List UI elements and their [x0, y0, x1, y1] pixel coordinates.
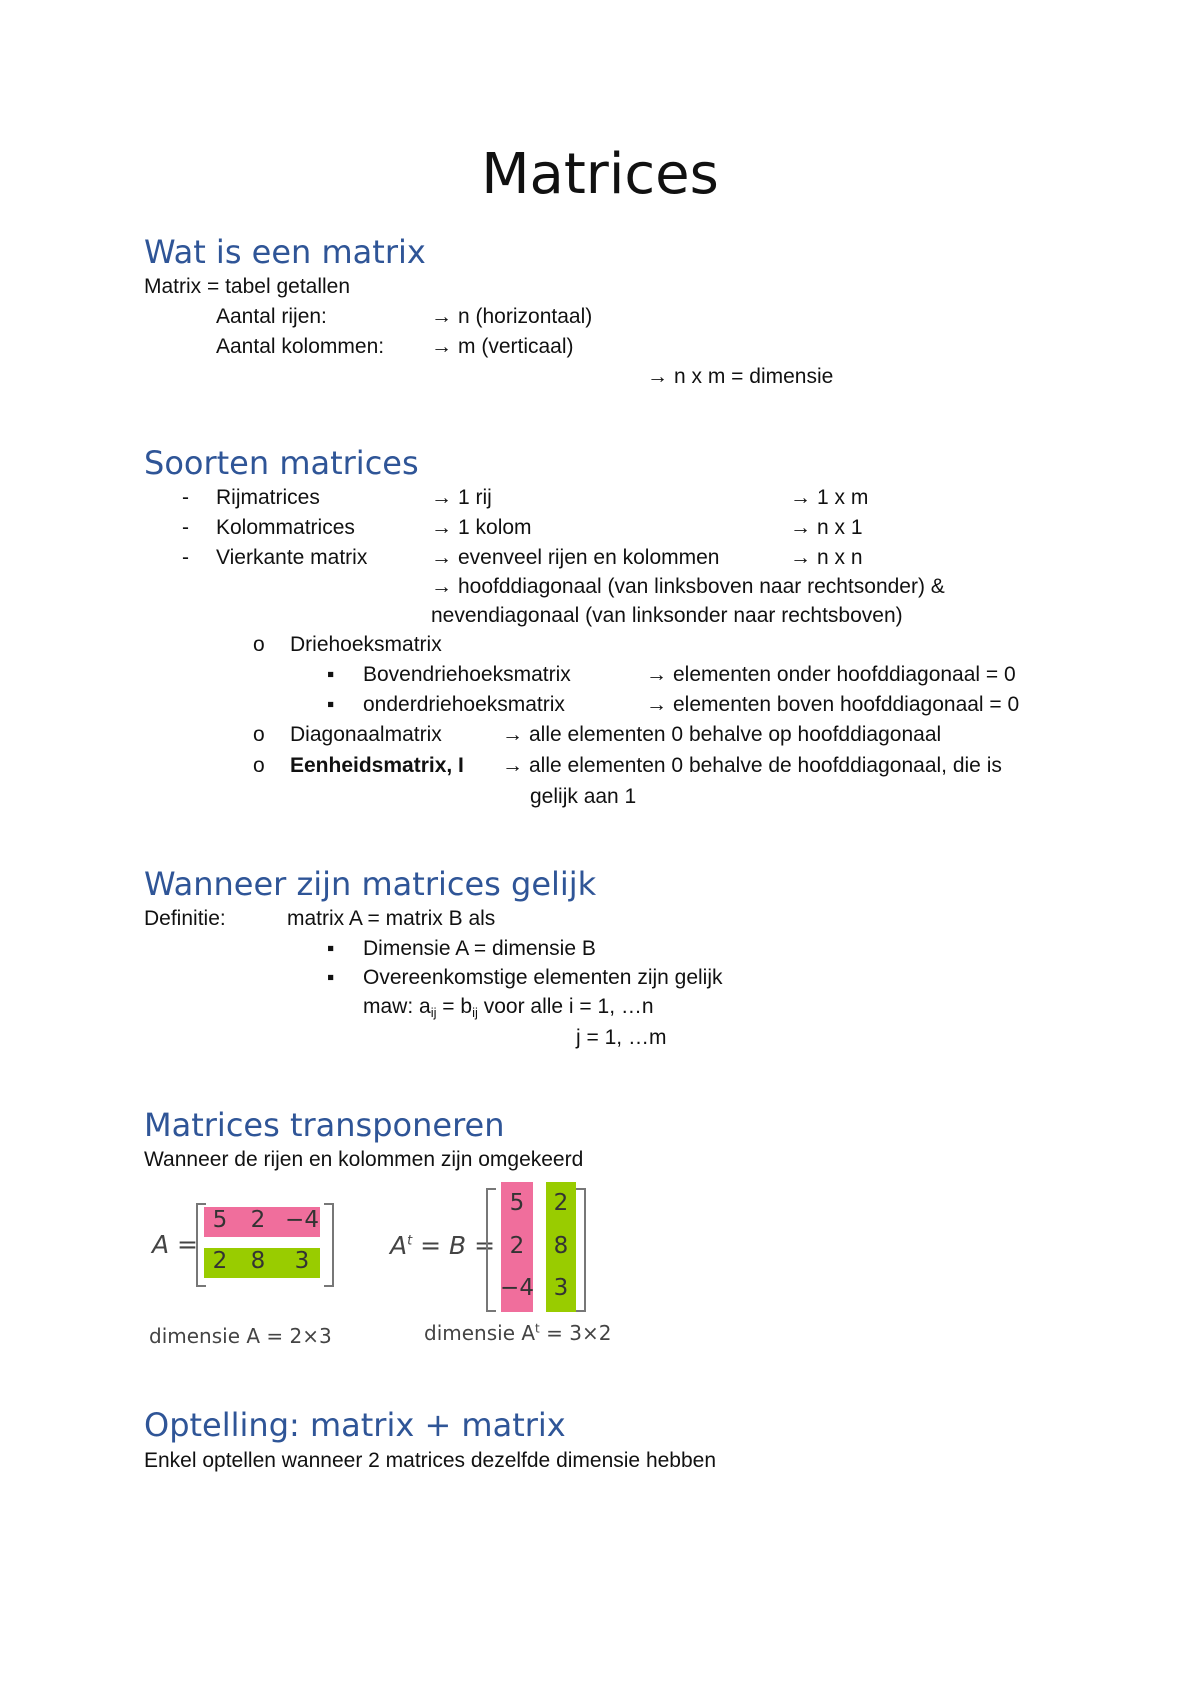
matrix-cell: 2 — [250, 1207, 266, 1233]
right-bracket — [576, 1188, 586, 1312]
item-desc: → evenveel rijen en kolommen — [431, 546, 720, 569]
j-range: j = 1, …m — [576, 1026, 667, 1049]
dimension-note: → n x m = dimensie — [647, 365, 834, 388]
item-dim: → n x n — [790, 546, 863, 569]
matrix-definition: Matrix = tabel getallen — [144, 275, 351, 298]
onder-desc: → elementen boven hoofddiagonaal = 0 — [646, 693, 1020, 716]
arrow-icon: → — [431, 486, 452, 509]
matrix-cell: 8 — [250, 1248, 266, 1274]
arrow-icon: → — [431, 516, 452, 539]
definition-text: matrix A = matrix B als — [287, 907, 496, 930]
rows-value: → n (horizontaal) — [431, 305, 593, 328]
cols-label: Aantal kolommen: — [216, 335, 385, 358]
circle-marker: o — [253, 633, 265, 656]
matrix-cell: 2 — [509, 1233, 525, 1259]
matrix-a — [196, 1203, 334, 1287]
item-desc: → 1 kolom — [431, 516, 532, 539]
arrow-icon: → — [646, 693, 667, 716]
rows-label: Aantal rijen: — [216, 305, 327, 328]
arrow-icon: → — [790, 486, 811, 509]
arrow-icon: → — [431, 305, 452, 328]
diagonaal-desc: → alle elementen 0 behalve op hoofddiagonaal — [502, 723, 942, 746]
matrix-at — [486, 1182, 586, 1312]
square-marker: ▪ — [327, 693, 335, 716]
matrix-cell: −4 — [500, 1275, 534, 1301]
arrow-icon: → — [502, 754, 523, 777]
driehoek-label: Driehoeksmatrix — [290, 633, 442, 656]
circle-marker: o — [253, 723, 265, 746]
eenheid-name: Eenheidsmatrix, I — [290, 754, 464, 777]
item-dim: → n x 1 — [790, 516, 863, 539]
transpose-description: Wanneer de rijen en kolommen zijn omgekeerd — [144, 1148, 584, 1171]
arrow-icon: → — [431, 546, 452, 569]
matrix-cell: 3 — [553, 1275, 569, 1301]
dash-marker: - — [182, 486, 189, 509]
matrix-cell: 3 — [294, 1248, 310, 1274]
boven-name: Bovendriehoeksmatrix — [363, 663, 571, 686]
circle-marker: o — [253, 754, 265, 777]
matrix-cell: 5 — [212, 1207, 228, 1233]
item-name: Rijmatrices — [216, 486, 320, 509]
heading-wat-is-een-matrix: Wat is een matrix — [144, 233, 426, 271]
arrow-icon: → — [646, 663, 667, 686]
diagonal-line-2: nevendiagonaal (van linksonder naar rechtsboven) — [431, 604, 903, 627]
matrix-cell: 5 — [509, 1190, 525, 1216]
heading-transponeren: Matrices transponeren — [144, 1106, 505, 1144]
square-marker: ▪ — [327, 937, 335, 960]
matrix-cell: 2 — [212, 1248, 228, 1274]
definition-label: Definitie: — [144, 907, 226, 930]
eenheid-desc-cont: gelijk aan 1 — [530, 785, 637, 808]
eenheid-desc: → alle elementen 0 behalve de hoofddiagonaal, die is — [502, 754, 1002, 777]
matrix-cell: 2 — [553, 1190, 569, 1216]
dimension-caption-at: dimensie $A^t = 3\times 2$ — [424, 1321, 612, 1345]
boven-desc: → elementen onder hoofddiagonaal = 0 — [646, 663, 1016, 686]
item-desc: → 1 rij — [431, 486, 492, 509]
matrix-at-label: $A^t = B$ = — [390, 1231, 496, 1260]
heading-soorten-matrices: Soorten matrices — [144, 444, 419, 482]
item-name: Vierkante matrix — [216, 546, 368, 569]
square-marker: ▪ — [327, 966, 335, 989]
diagonaal-name: Diagonaalmatrix — [290, 723, 442, 746]
maw-line: maw: $a_{ij} = b_{ij}$ voor alle i = 1, …n — [363, 995, 654, 1020]
matrix-a-label: A = — [152, 1230, 198, 1259]
heading-optelling: Optelling: matrix + matrix — [144, 1406, 566, 1444]
arrow-icon: → — [431, 335, 452, 358]
dash-marker: - — [182, 546, 189, 569]
arrow-icon: → — [502, 723, 523, 746]
page-title: Matrices — [481, 142, 719, 207]
dimension-caption-a: dimensie A = 2×3 — [149, 1324, 332, 1348]
dash-marker: - — [182, 516, 189, 539]
condition-elements: Overeenkomstige elementen zijn gelijk — [363, 966, 723, 989]
matrix-cell: −4 — [285, 1207, 319, 1233]
heading-matrices-gelijk: Wanneer zijn matrices gelijk — [144, 865, 597, 903]
condition-dimension: Dimensie A = dimensie B — [363, 937, 596, 960]
matrix-cell: 8 — [553, 1233, 569, 1259]
item-name: Kolommatrices — [216, 516, 355, 539]
diagonal-line-1: → hoofddiagonaal (van linksboven naar rechtsonder) & — [431, 575, 945, 598]
arrow-icon: → — [647, 365, 668, 388]
cols-value: → m (verticaal) — [431, 335, 574, 358]
item-dim: → 1 x m — [790, 486, 869, 509]
optelling-description: Enkel optellen wanneer 2 matrices dezelfde dimensie hebben — [144, 1449, 717, 1472]
arrow-icon: → — [790, 516, 811, 539]
square-marker: ▪ — [327, 663, 335, 686]
arrow-icon: → — [431, 575, 452, 598]
arrow-icon: → — [790, 546, 811, 569]
onder-name: onderdriehoeksmatrix — [363, 693, 565, 716]
right-bracket — [324, 1203, 334, 1287]
